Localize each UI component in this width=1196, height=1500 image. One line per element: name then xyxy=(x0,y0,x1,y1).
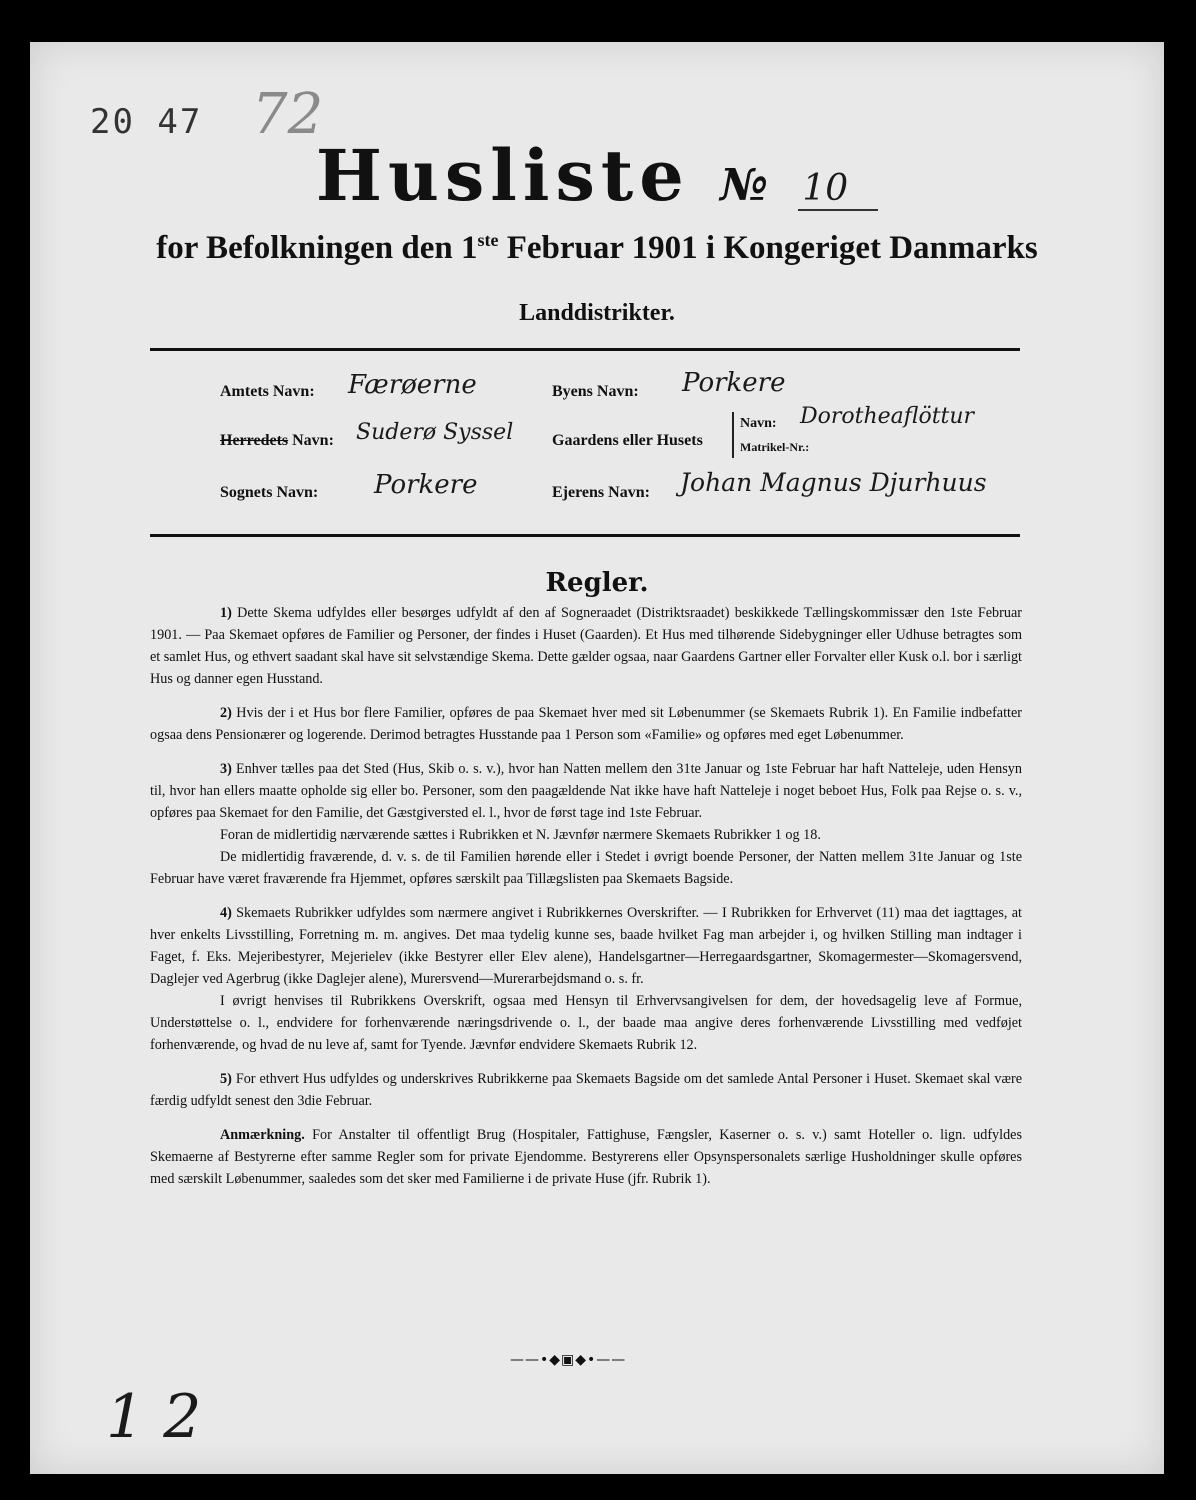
rule-1 xyxy=(150,602,1022,690)
gaard-brace xyxy=(732,412,734,458)
title-text: Husliste xyxy=(315,134,690,217)
rule-5-num: 5) xyxy=(220,1071,232,1087)
number-mark: № xyxy=(720,160,768,211)
rule-3-text: Enhver tælles paa det Sted (Hus, Skib o. s. v.), hvor han Natten mellem den 31te Januar og 1ste Februar har haft Natteleje, uden Hensyn til, hvor han ellers maatte opholde sig eller bo. Personer, som den paagældende Nat ikke have haft Natteleje i noget beboet Hus, Folk paa Rejse o. s. v., opføres paa Skemaet for den Familie, det Gæstgiversted el. l., hvor de først tage ind 1ste Februar. xyxy=(150,761,1022,821)
note-label: Anmærkning. xyxy=(220,1127,305,1143)
note xyxy=(150,1124,1022,1190)
form-subtitle xyxy=(30,230,1164,267)
sogn-label: Sognets Navn: xyxy=(220,484,319,501)
form-title xyxy=(30,134,1164,217)
herred-label-struck: Herredets xyxy=(220,432,289,449)
herred-value: Suderø Syssel xyxy=(356,420,514,445)
rule-5-text: For ethvert Hus udfyldes og underskrives Rubrikkerne paa Skemaets Bagside om det samlede Antal Personer i Huset. Skemaet skal være færdig udfyldt senest den 3die Februar. xyxy=(150,1071,1022,1109)
amt-label: Amtets Navn: xyxy=(220,383,315,400)
ornament-divider: ——•◆▣◆•—— xyxy=(510,1352,627,1368)
rule-1-text: Dette Skema udfyldes eller besørges udfyldt af den af Sogneraadet (Distriktsraadet) beskikkede Tællingskommissær den 1ste Februar 1901. — Paa Skemaet opføres de Familier og Personer, der findes i Huset (Gaarden). Et Hus med tilhørende Sidebygninger eller Udhuse betragtes som et samlet Hus, og ethvert saadant skal have sit selvstændige Skema. Dette gælder ogsaa, naar Gaardens Gartner eller Forvalter eller Kusk o.l. bor i særligt Hus og danner egen Husstand. xyxy=(150,605,1022,687)
ejer-value: Johan Magnus Djurhuus xyxy=(680,468,987,497)
form-number-value: 10 xyxy=(798,168,878,211)
top-divider xyxy=(150,348,1020,351)
note-text: For Anstalter til offentligt Brug (Hospitaler, Fattighuse, Fængsler, Kaserner o. s. v.) samt Hoteller o. lign. udfyldes Skemaerne af Bestyrerne efter samme Regler som for private Ejendomme. Bestyrerens eller Opsynspersonalets særlige Husholdninger skulle opføres med særskilt Løbenummer, saaledes som det sker med Familierne i de private Huse (jfr. Rubrik 1). xyxy=(150,1127,1022,1187)
subtitle-post: Februar 1901 i Kongeriget Danmarks xyxy=(498,230,1038,266)
herred-label xyxy=(220,432,334,450)
gaard-navn-label: Navn: xyxy=(740,416,777,431)
rule-2 xyxy=(150,702,1022,746)
sogn-value: Porkere xyxy=(374,470,478,500)
rule-4b: I øvrigt henvises til Rubrikkens Overskrift, ogsaa med Hensyn til Erhvervsangivelsen for dem, der hovedsagelig leve af Formue, Understøttelse o. l., endvidere for forhenværende næringsdrivende o. l., der baade maa angive deres forhenværende Livsstilling med vedføjet forhenværende, og hvad de nu leve af, samt for Tyende. Jævnfør endvidere Skemaets Rubrik 12. xyxy=(150,993,1022,1053)
herred-label-navn: Navn: xyxy=(292,432,334,449)
rule-3 xyxy=(150,758,1022,824)
rule-2-num: 2) xyxy=(220,705,232,721)
amt-value: Færøerne xyxy=(348,370,477,400)
rules-title: Regler. xyxy=(545,568,649,598)
handwritten-footer-number: 1 2 xyxy=(106,1382,202,1452)
handwritten-serial-number: 72 xyxy=(252,82,324,147)
subtitle-sup: ste xyxy=(477,230,499,250)
matrikel-label: Matrikel-Nr.: xyxy=(740,440,810,454)
rule-3c: De midlertidig fraværende, d. v. s. de til Familien hørende eller i Stedet i øvrigt boende Personer, der Natten mellem 31te Januar og 1ste Februar have været fraværende fra Hjemmet, opføres særskilt paa Tillægslisten paa Skemaets Bagside. xyxy=(150,849,1022,887)
ejer-label: Ejerens Navn: xyxy=(552,484,650,501)
gaard-navn-value: Dorotheaflöttur xyxy=(800,404,975,429)
rule-4-num: 4) xyxy=(220,905,232,921)
by-label: Byens Navn: xyxy=(552,383,639,400)
rule-3-num: 3) xyxy=(220,761,232,777)
rules-text xyxy=(150,602,1022,1202)
rule-4 xyxy=(150,902,1022,990)
census-form-sheet xyxy=(30,42,1164,1474)
rule-5 xyxy=(150,1068,1022,1112)
gaard-label: Gaardens eller Husets xyxy=(552,432,703,449)
rule-4-text: Skemaets Rubrikker udfyldes som nærmere angivet i Rubrikkernes Overskrifter. — I Rubrikken for Erhvervet (11) maa det iagttages, at hver enkelts Livsstilling, Forretning m. m. angives. Det maa tydelig kunne ses, baade hvilket Fag man arbejder i, og hvilken Stilling man indtager i Faget, f. Eks. Mejeribestyrer, Mejerielev (ikke Bestyrer eller Elev alene), Handelsgartner—Herregaardsgartner, Skomagermester—Skomagersvend, Daglejer ved Agerbrug (ikke Daglejer alene), Murersvend—Murerarbejdsmand o. s. fr. xyxy=(150,905,1022,987)
subtitle-pre: for Befolkningen den 1 xyxy=(156,230,478,266)
rule-2-text: Hvis der i et Hus bor flere Familier, opføres de paa Skemaet hver med sit Løbenummer (se Skemaets Rubrik 1). En Familie indbefatter ogsaa dens Pensionærer og logerende. Derimod betragtes Husstande paa 1 Person som «Familie» og opføres med eget Løbenummer. xyxy=(150,705,1022,743)
by-value: Porkere xyxy=(682,368,786,398)
bottom-divider xyxy=(150,534,1020,537)
printed-serial-number: 20 47 xyxy=(90,102,203,142)
district-type: Landdistrikter. xyxy=(519,300,675,326)
rule-3b: Foran de midlertidig nærværende sættes i Rubrikken et N. Jævnfør nærmere Skemaets Rubrikker 1 og 18. xyxy=(220,827,821,843)
rule-1-num: 1) xyxy=(220,605,232,621)
